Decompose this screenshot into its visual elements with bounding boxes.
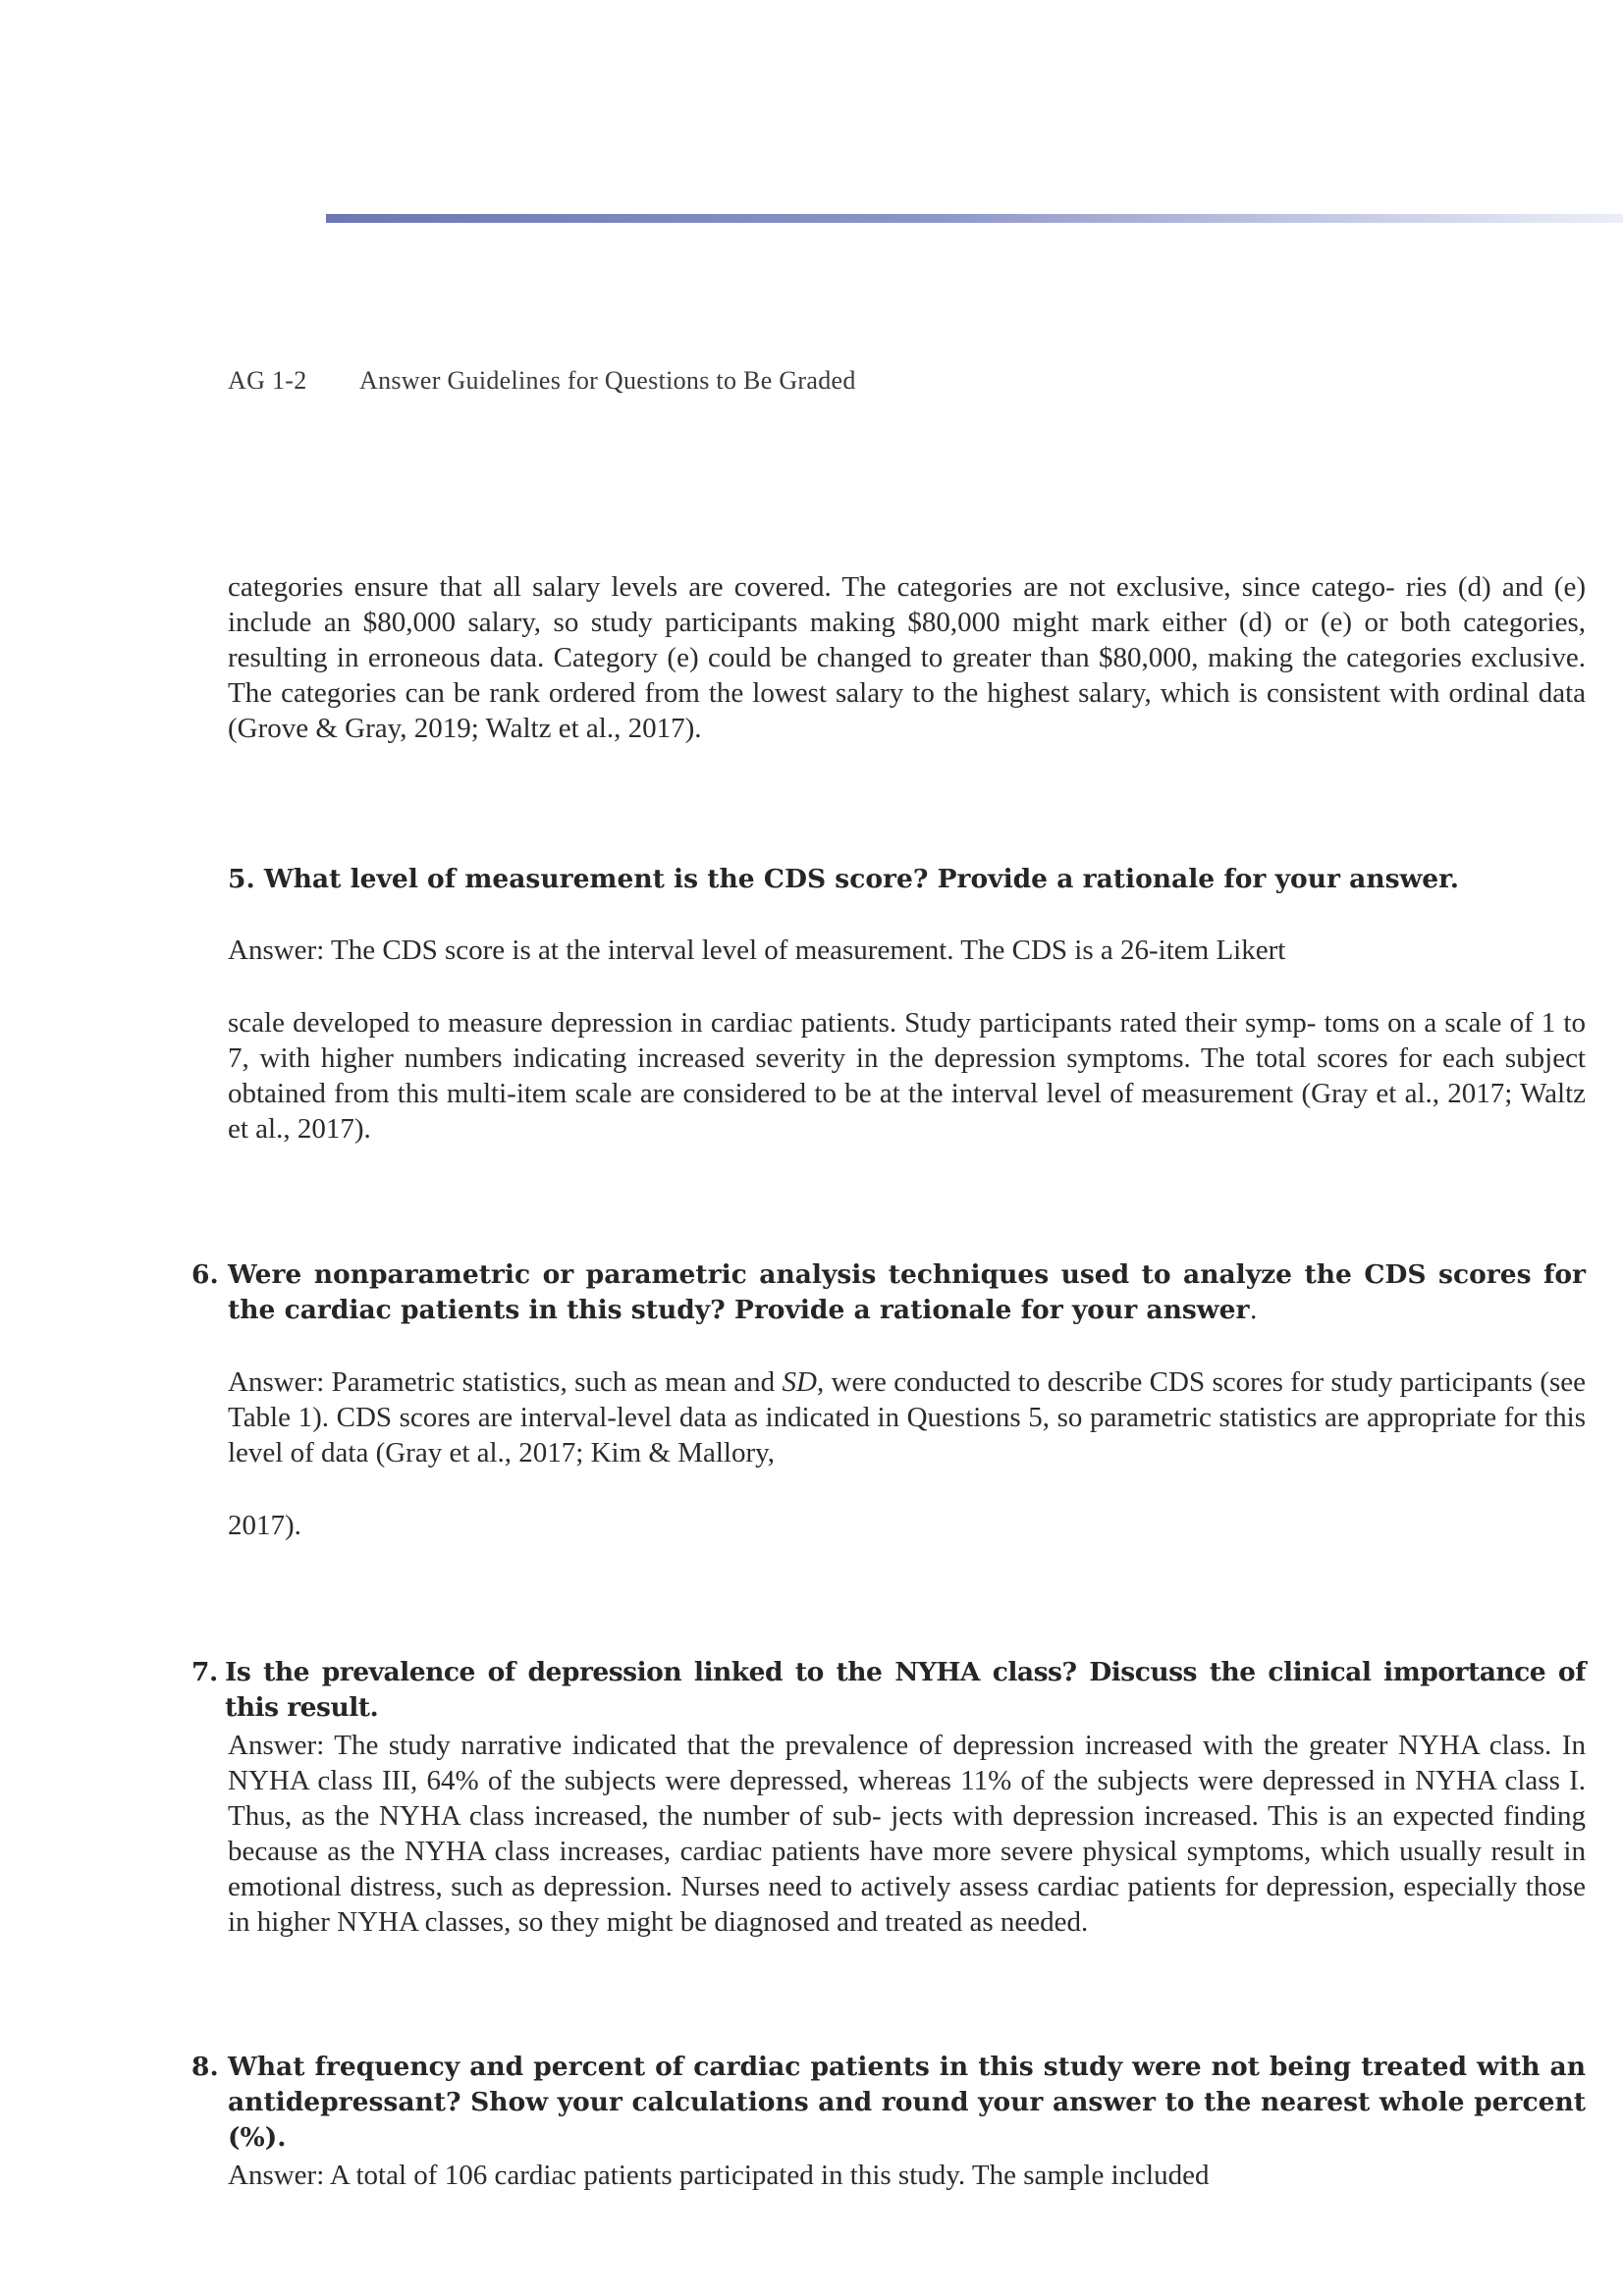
answer-6-post: , were conducted to describe CDS scores for study participants (see Table 1). CDS scores are interval-level data as indicated in Questions 5, so parametric statistics are appropriate for this level of data (Gray et al., 2017; Kim & Mallory, [228,1366,1586,1468]
intro-paragraph-block [228,569,1586,746]
question-7-prompt: Is the prevalence of depression linked to the NYHA class? Discuss the clinical importance of this result. [225,1657,1586,1723]
running-head [228,366,856,396]
question-8-number: 8. [191,2052,219,2082]
question-8 [191,2050,1586,2156]
page-label: AG 1-2 [228,366,307,395]
question-6-number: 6. [191,1259,219,1290]
question-5-prompt: What level of measurement is the CDS score? Provide a rationale for your answer. [263,864,1459,894]
answer-6-tail-block [228,1508,1586,1543]
answer-5-first-line: Answer: The CDS score is at the interval level of measurement. The CDS is a 26-item Likert [228,934,1286,966]
answer-5-continued-block [228,1005,1586,1147]
question-7-number: 7. [191,1657,218,1687]
question-7 [191,1655,1586,1726]
answer-7: Answer: The study narrative indicated that the prevalence of depression increased with the greater NYHA class. In NYHA class III, 64% of the subjects were depressed, whereas 11% of the subjects were depressed in NYHA class I. Thus, as the NYHA class increased, the number of sub- jects with depression increased. This is an expected finding because as the NYHA class increases, cardiac patients have more severe physical symptoms, which usually result in emotional distress, such as depression. Nurses need to actively assess cardiac patients for depression, especially those in higher NYHA classes, so they might be diagnosed and treated as needed. [228,1730,1586,1938]
question-8-prompt: What frequency and percent of cardiac patients in this study were not being treated with an antidepressant? Show your calculations and round your answer to the nearest whole percent (%). [228,2052,1586,2153]
question-5-number: 5. [228,864,255,894]
answer-6-block [228,1364,1586,1470]
question-8-text [191,2050,1586,2156]
answer-6-tail: 2017). [228,1510,301,1541]
question-6 [191,1257,1586,1328]
question-6-prompt: Were nonparametric or parametric analysis techniques used to analyze the CDS scores for the cardiac patients in this study? Provide a rationale for your answer [228,1259,1586,1325]
answer-6-pre: Answer: Parametric statistics, such as mean and [228,1366,783,1398]
answer-8-first [228,2158,1586,2193]
answer-5-first [228,933,1586,968]
question-6-text [191,1257,1586,1328]
header-rule [326,214,1623,223]
answer-5-continued: scale developed to measure depression in cardiac patients. Study participants rated their symp- toms on a scale of 1 to 7, with higher numbers indicating increased severity in the depression symptoms. The total scores for each subject obtained from this multi-item scale are considered to be at the interval level of measurement (Gray et al., 2017; Waltz et al., 2017). [228,1007,1586,1145]
question-5 [228,862,1586,897]
answer-7-block [228,1728,1586,1940]
running-title: Answer Guidelines for Questions to Be Graded [359,366,856,395]
answer-6 [228,1364,1586,1470]
question-7-text [191,1655,1586,1726]
answer-6-sd: SD [782,1366,817,1398]
question-5-text [228,862,1586,897]
intro-paragraph: categories ensure that all salary levels are covered. The categories are not exclusive, since catego- ries (d) and (e) include an $80,000 salary, so study participants making $80,000 might mark either (d) or (e) or both categories, resulting in erroneous data. Category (e) could be changed to greater than $80,000, making the categories exclusive. The categories can be rank ordered from the lowest salary to the highest salary, which is consistent with ordinal data (Grove & Gray, 2019; Waltz et al., 2017). [228,571,1586,744]
answer-8-first-line: Answer: A total of 106 cardiac patients participated in this study. The sample included [228,2160,1210,2191]
question-6-period: . [1249,1295,1258,1325]
